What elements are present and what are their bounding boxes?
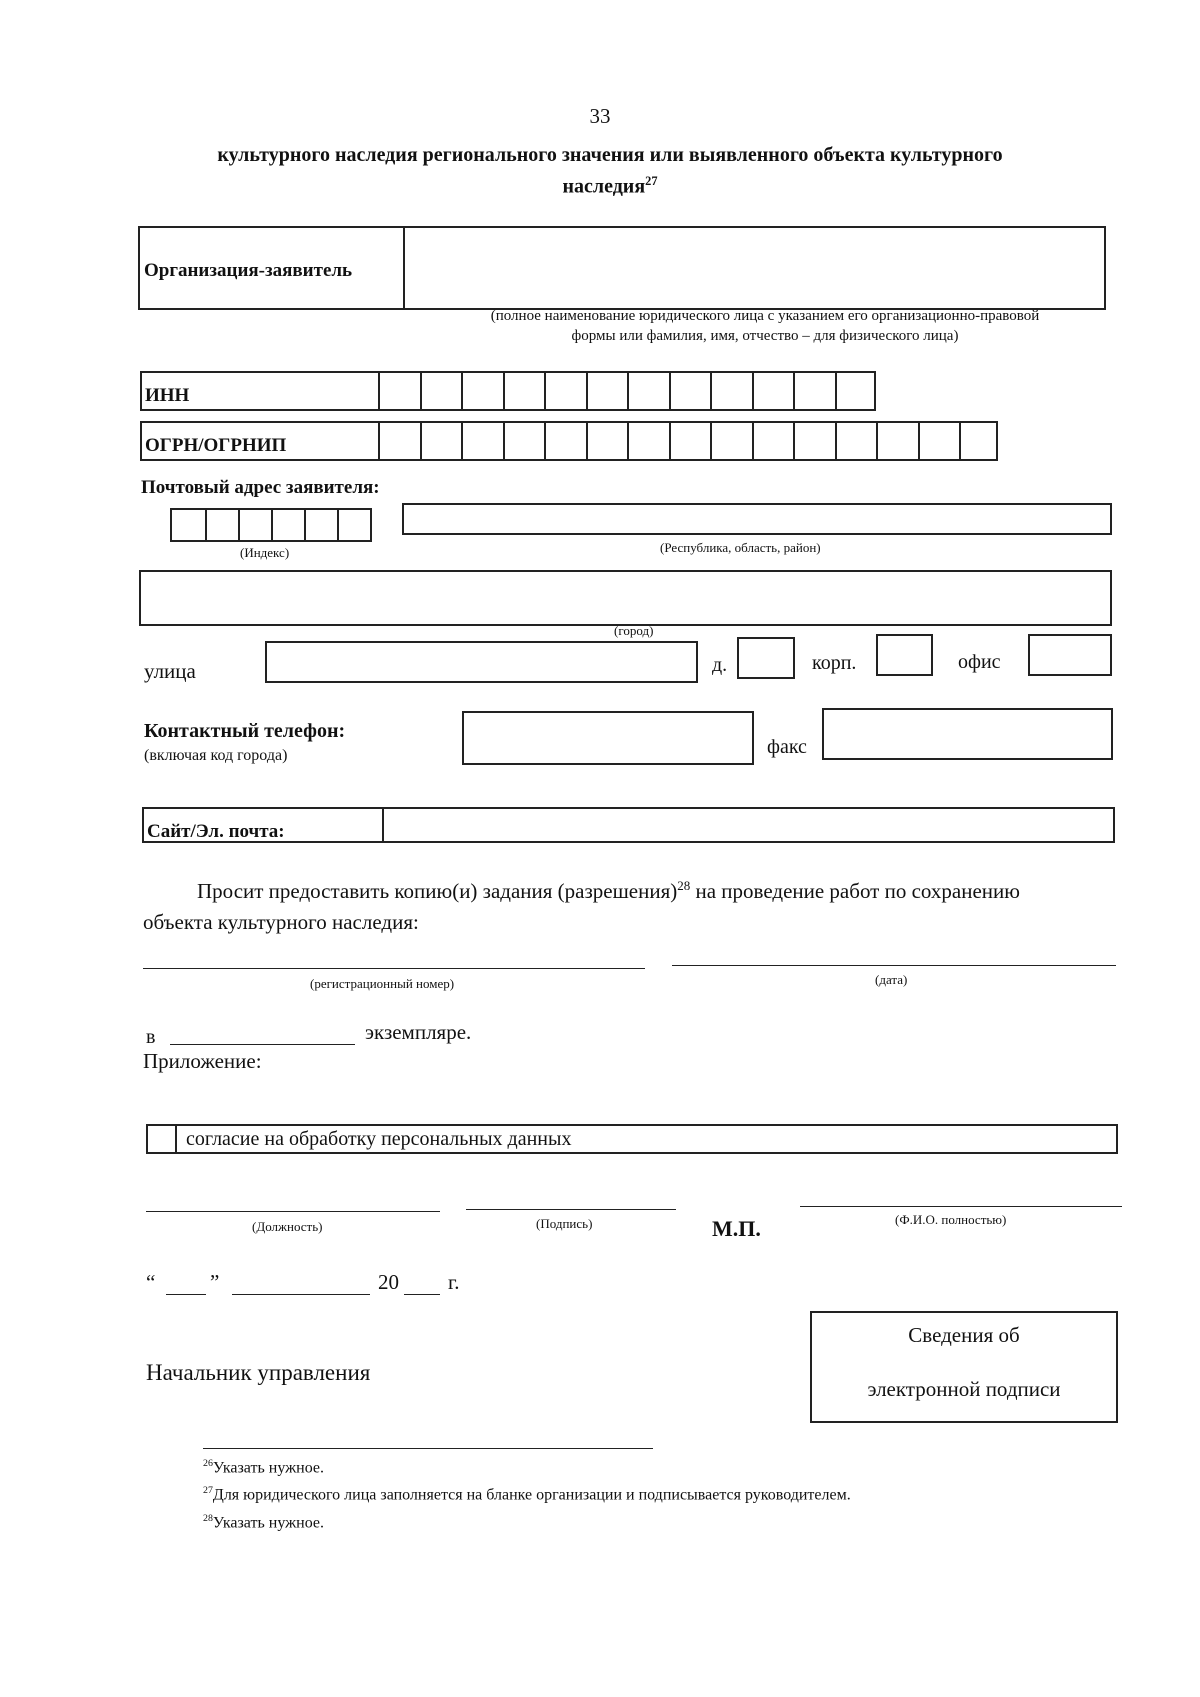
inn-digit-cell[interactable] — [835, 373, 837, 409]
year-line[interactable] — [404, 1294, 440, 1295]
consent-checkbox[interactable] — [148, 1126, 177, 1152]
form-heading — [120, 142, 1100, 200]
request-line-2: объекта культурного наследия: — [143, 910, 419, 934]
footnote-ref-27: 27 — [645, 174, 658, 188]
house-label: д. — [712, 654, 728, 676]
fax-label: факс — [767, 736, 807, 758]
request-line-1 — [197, 878, 1020, 904]
inn-digit-cell[interactable] — [461, 373, 463, 409]
heading-line-2 — [120, 168, 1100, 200]
ogrn-digit-cell[interactable] — [378, 423, 380, 459]
heading-line-2-text: наследия — [562, 175, 646, 198]
footnote-27 — [203, 1479, 851, 1506]
postal-index-digit-cell[interactable] — [337, 510, 339, 540]
applicant-label: Организация-заявитель — [144, 260, 353, 281]
inn-box — [140, 371, 876, 411]
street-field[interactable] — [265, 641, 698, 683]
ogrn-box — [140, 421, 998, 461]
inn-digit-cell[interactable] — [627, 373, 629, 409]
street-label: улица — [144, 659, 196, 683]
signature-line[interactable] — [466, 1209, 676, 1210]
reg-number-line[interactable] — [143, 968, 645, 969]
applicant-caption — [380, 306, 1150, 346]
footnote-28-text: Указать нужное. — [212, 1513, 325, 1531]
building-label: корп. — [812, 652, 857, 674]
stamp-label: М.П. — [712, 1216, 761, 1241]
ogrn-label: ОГРН/ОГРНИП — [145, 435, 287, 456]
page-number: 33 — [589, 104, 611, 128]
postal-index-digit-cell[interactable] — [205, 510, 207, 540]
applicant-box — [138, 226, 1106, 310]
ogrn-digit-cell[interactable] — [793, 423, 795, 459]
index-caption: (Индекс) — [240, 545, 290, 560]
applicant-caption-line-2: формы или фамилия, имя, отчество – для физического лица) — [571, 328, 959, 344]
inn-label: ИНН — [145, 385, 190, 406]
inn-digit-cell[interactable] — [378, 373, 380, 409]
footnote-26 — [203, 1452, 851, 1479]
consent-row — [146, 1124, 1118, 1154]
office-field[interactable] — [1028, 634, 1112, 676]
postal-index-box[interactable] — [170, 508, 372, 542]
day-line[interactable] — [166, 1294, 206, 1295]
ogrn-digit-cell[interactable] — [461, 423, 463, 459]
footnotes — [203, 1452, 851, 1534]
inn-digit-cell[interactable] — [793, 373, 795, 409]
esign-line-2: электронной подписи — [867, 1377, 1061, 1401]
ogrn-digit-cell[interactable] — [835, 423, 837, 459]
footnote-28-number: 28 — [203, 1512, 213, 1524]
footnote-27-text: Для юридического лица заполняется на бланке организации и подписывается руководителем. — [212, 1486, 851, 1504]
ogrn-digit-cell[interactable] — [669, 423, 671, 459]
copies-prefix: в — [146, 1026, 156, 1048]
footnote-27-number: 27 — [203, 1485, 213, 1497]
year-prefix: 20 — [378, 1270, 399, 1294]
ogrn-digit-cell[interactable] — [710, 423, 712, 459]
copies-count-line[interactable] — [170, 1044, 355, 1045]
city-caption: (город) — [614, 623, 654, 638]
site-email-field[interactable] — [382, 809, 1113, 841]
consent-label: согласие на обработку персональных данных — [186, 1128, 572, 1150]
footnote-26-number: 26 — [203, 1458, 213, 1469]
inn-digit-cell[interactable] — [710, 373, 712, 409]
ogrn-digit-cell[interactable] — [918, 423, 920, 459]
postal-index-digit-cell[interactable] — [271, 510, 273, 540]
building-field[interactable] — [876, 634, 933, 676]
postal-index-digit-cell[interactable] — [304, 510, 306, 540]
ogrn-digit-cell[interactable] — [876, 423, 878, 459]
year-suffix: г. — [448, 1270, 460, 1294]
signature-caption: (Подпись) — [536, 1216, 593, 1231]
ogrn-digit-cell[interactable] — [752, 423, 754, 459]
head-title: Начальник управления — [146, 1360, 371, 1385]
ogrn-digit-cells[interactable] — [378, 423, 996, 459]
ogrn-digit-cell[interactable] — [959, 423, 961, 459]
date-open-quote: “ — [146, 1270, 156, 1294]
fio-line[interactable] — [800, 1206, 1122, 1207]
site-email-box — [142, 807, 1115, 843]
phone-label: Контактный телефон: — [144, 720, 346, 742]
esign-box — [810, 1311, 1118, 1423]
date-caption: (дата) — [875, 972, 908, 987]
reg-number-caption: (регистрационный номер) — [310, 976, 455, 991]
ogrn-digit-cell[interactable] — [586, 423, 588, 459]
city-field[interactable] — [139, 570, 1112, 626]
heading-line-1: культурного наследия регионального значения или выявленного объекта культурного — [217, 144, 1003, 166]
inn-digit-cells[interactable] — [378, 373, 874, 409]
ogrn-digit-cell[interactable] — [420, 423, 422, 459]
ogrn-digit-cell[interactable] — [627, 423, 629, 459]
applicant-name-field[interactable] — [403, 228, 1104, 308]
applicant-caption-line-1: (полное наименование юридического лица с указанием его организационно-правовой — [490, 308, 1040, 324]
inn-digit-cell[interactable] — [586, 373, 588, 409]
postal-index-cells[interactable] — [172, 510, 370, 540]
ogrn-digit-cell[interactable] — [544, 423, 546, 459]
footnote-28 — [203, 1507, 851, 1534]
copies-suffix: экземпляре. — [365, 1020, 472, 1044]
position-caption: (Должность) — [252, 1219, 323, 1234]
date-line[interactable] — [672, 965, 1116, 966]
month-line[interactable] — [232, 1294, 370, 1295]
inn-digit-cell[interactable] — [544, 373, 546, 409]
inn-digit-cell[interactable] — [752, 373, 754, 409]
footnote-separator — [203, 1448, 653, 1449]
fax-field[interactable] — [822, 708, 1113, 760]
footnote-26-text: Указать нужное. — [212, 1459, 325, 1477]
inn-digit-cell[interactable] — [503, 373, 505, 409]
footnote-ref-28: 28 — [677, 878, 691, 893]
esign-line-1: Сведения об — [908, 1323, 1020, 1347]
postal-index-digit-cell[interactable] — [238, 510, 240, 540]
phone-note: (включая код города) — [144, 747, 288, 764]
region-field[interactable] — [402, 503, 1112, 535]
address-title: Почтовый адрес заявителя: — [141, 477, 380, 498]
request-text-1: Просит предоставить копию(и) задания (разрешения) — [197, 879, 678, 903]
inn-digit-cell[interactable] — [420, 373, 422, 409]
date-close-quote: ” — [210, 1270, 220, 1294]
fio-caption: (Ф.И.О. полностью) — [895, 1212, 1007, 1227]
inn-digit-cell[interactable] — [669, 373, 671, 409]
attachment-title: Приложение: — [143, 1049, 262, 1073]
region-caption: (Республика, область, район) — [660, 540, 821, 555]
position-line[interactable] — [146, 1211, 440, 1212]
site-email-label: Сайт/Эл. почта: — [147, 821, 285, 842]
ogrn-digit-cell[interactable] — [503, 423, 505, 459]
request-text-2: на проведение работ по сохранению — [690, 879, 1020, 903]
phone-field[interactable] — [462, 711, 754, 765]
house-field[interactable] — [737, 637, 795, 679]
office-label: офис — [958, 651, 1001, 673]
